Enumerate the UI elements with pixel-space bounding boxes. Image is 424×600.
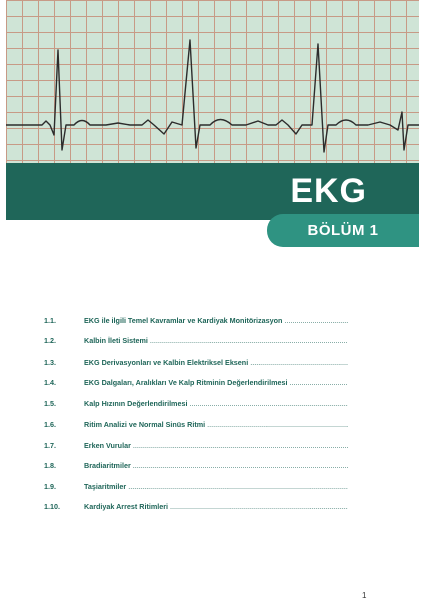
toc-entry-number: 1.8. [44, 461, 56, 470]
chapter-label: BÖLÜM 1 [307, 222, 379, 239]
chapter-badge [267, 214, 419, 247]
toc-entry[interactable] [0, 420, 424, 434]
chapter-title-band [6, 163, 419, 220]
toc-entry[interactable] [0, 336, 424, 350]
toc-entry-number: 1.3. [44, 358, 56, 367]
toc-entry[interactable] [0, 441, 424, 455]
toc-entry-number: 1.1. [44, 316, 56, 325]
chapter-title: EKG [290, 172, 367, 210]
toc-entry-title: Bradiaritmiler ..... [84, 461, 348, 470]
toc-entry-title: EKG Derivasyonları ve Kalbin Elektriksel Ekseni ..... [84, 358, 348, 367]
toc-entry[interactable] [0, 502, 424, 516]
toc-entry-number: 1.4. [44, 378, 56, 387]
toc-entry-title: EKG Dalgaları, Aralıkları Ve Kalp Ritminin Değerlendirilmesi ..... [84, 378, 348, 387]
toc-entry-title: Ritim Analizi ve Normal Sinüs Ritmi ..... [84, 420, 348, 429]
toc-entry-title: Kalp Hızının Değerlendirilmesi ..... [84, 399, 348, 408]
toc-entry-title: EKG ile ilgili Temel Kavramlar ve Kardiyak Monitörizasyon ..... [84, 316, 348, 325]
toc-entry-number: 1.7. [44, 441, 56, 450]
toc-entry[interactable] [0, 399, 424, 413]
toc-entry-title: Kalbin İleti Sistemi ..... [84, 336, 348, 345]
toc-entry[interactable] [0, 378, 424, 392]
toc-entry-number: 1.10. [44, 502, 60, 511]
toc-entry[interactable] [0, 358, 424, 372]
toc-entry[interactable] [0, 482, 424, 496]
ekg-waveform [6, 0, 419, 163]
toc-entry-number: 1.2. [44, 336, 56, 345]
toc-entry-number: 1.9. [44, 482, 56, 491]
toc-entry-title: Kardiyak Arrest Ritimleri ..... [84, 502, 348, 511]
toc-entry-number: 1.5. [44, 399, 56, 408]
toc-entry[interactable] [0, 316, 424, 330]
page-number: 1 [362, 591, 367, 600]
ekg-grid-illustration [6, 0, 419, 163]
toc-entry-number: 1.6. [44, 420, 56, 429]
toc-entry-title: Erken Vurular ..... [84, 441, 348, 450]
toc-entry-title: Taşiaritmiler ..... [84, 482, 348, 491]
toc-entry[interactable] [0, 461, 424, 475]
